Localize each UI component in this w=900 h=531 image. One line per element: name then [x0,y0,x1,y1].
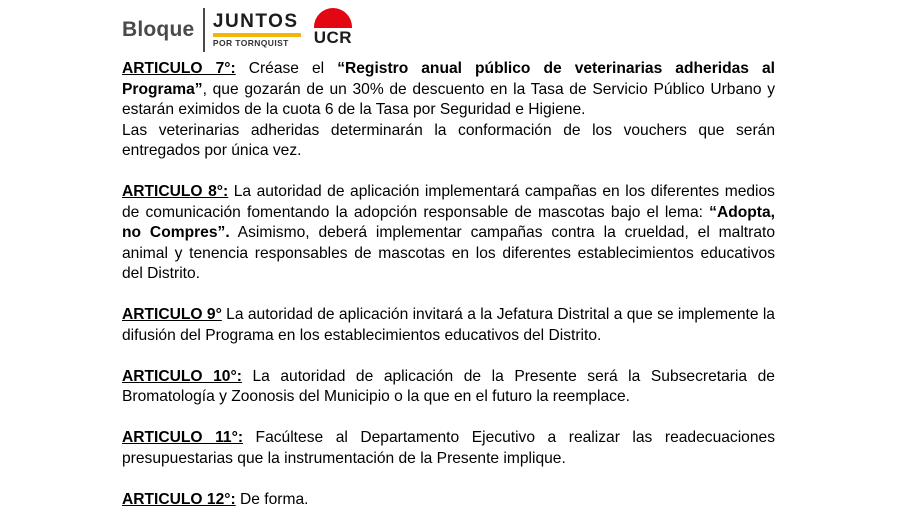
article-7 [122,59,775,162]
article-7-registry-name: “Registro anual público de veterinarias adheridas al Programa” [122,60,775,98]
article-12 [122,490,775,511]
ucr-logo-text: UCR [313,28,353,47]
article-12-text: De forma. [235,490,309,508]
article-10 [122,367,775,408]
juntos-logo-subtext: POR TORNQUIST [212,37,289,48]
article-9 [122,305,775,346]
juntos-logo-bar [213,33,301,37]
article-12-label: ARTICULO 12°: [122,490,236,508]
article-11 [122,428,775,469]
article-7-text-2: , que gozarán de un 30% de descuento en la Tasa de Servicio Público Urbano y estarán eximidos de la cuota 6 de la Tasa por Seguridad e Higiene. [122,80,775,118]
article-7-text-1: Créase el [235,60,338,77]
ucr-logo [311,8,355,52]
article-10-text: La autoridad de aplicación de la Presente será la Subsecretaria de Bromatología y Zoonosis del Municipio o la que en el futuro la reemplace. [122,367,775,405]
article-8-slogan: “Adopta, no Compres”. [122,203,775,241]
document-body [122,59,775,531]
letterhead [122,6,355,54]
article-9-label: ARTICULO 9° [122,306,222,323]
article-8-text-1: La autoridad de aplicación implementará campañas en los diferentes medios de comunicación fomentando la adopción responsable de mascotas bajo el lema: [122,183,775,221]
article-7-text-3: Las veterinarias adheridas determinarán la conformación de los vouchers que serán entregados por única vez. [122,121,775,159]
article-9-text: La autoridad de aplicación invitará a la Jefatura Distrital a que se implemente la difusión del Programa en los establecimientos educativos del Distrito. [122,306,775,344]
article-8 [122,182,775,285]
juntos-logo-text: JUNTOS [212,10,299,32]
article-7-label: ARTICULO 7°: [122,60,236,77]
juntos-logo [212,10,301,48]
logo-divider [203,8,205,52]
bloque-logo-text: Bloque [122,18,195,41]
article-8-label: ARTICULO 8°: [122,183,229,200]
ucr-sun-icon [314,8,352,28]
article-11-label: ARTICULO 11°: [122,429,244,446]
article-8-text-2: Asimismo, deberá implementar campañas contra la crueldad, el maltrato animal y tenencia responsables de mascotas en los diferentes establecimientos educativos del Distrito. [122,224,775,282]
article-10-label: ARTICULO 10°: [122,367,242,385]
article-11-text: Facúltese al Departamento Ejecutivo a realizar las readecuaciones presupuestarias que la instrumentación de la Presente implique. [122,429,775,467]
